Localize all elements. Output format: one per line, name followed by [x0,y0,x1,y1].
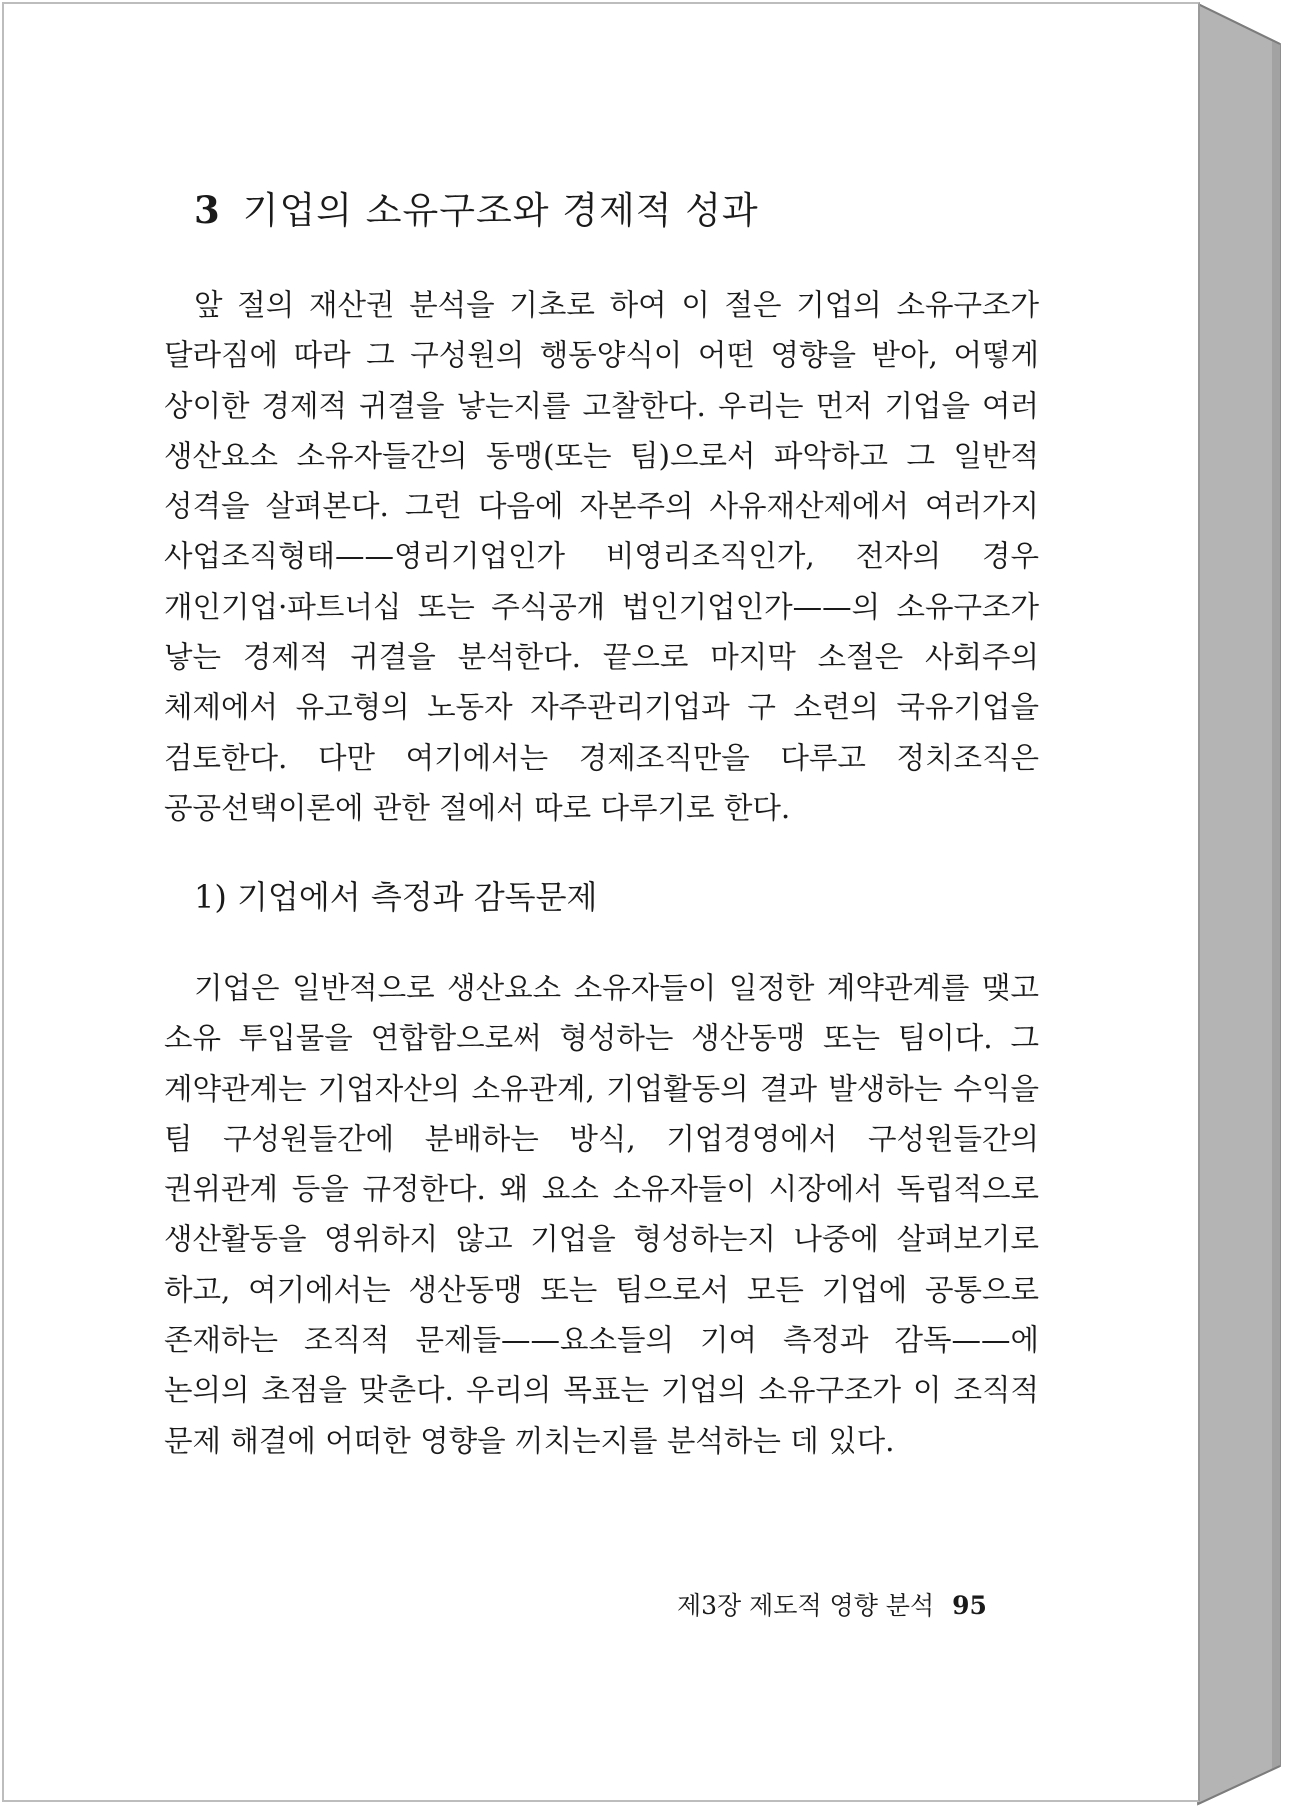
book-page [2,2,1200,1802]
page-number: 95 [952,1591,987,1620]
body-paragraph: 기업은 일반적으로 생산요소 소유자들이 일정한 계약관계를 맺고 소유 투입물을 연합함으로써 형성하는 생산동맹 또는 팀이다. 그 계약관계는 기업자산의 소유관계, 기업활동의 결과 발생하는 수익을 팀 구성원들간에 분배하는 방식, 기업경영에서 구성원들간의 권위관계 등을 규정한다. 왜 요소 소유자들이 시장에서 독립적으로 생산활동을 영위하지 않고 기업을 형성하는지 나중에 살펴보기로 하고, 여기에서는 생산동맹 또는 팀으로서 모든 기업에 공통으로 존재하는 조직적 문제들——요소들의 기여 측정과 감독——에 논의의 초점을 맞춘다. 우리의 목표는 기업의 소유구조가 이 조직적 문제 해결에 어떠한 영향을 끼치는지를 분석하는 데 있다. [164,971,1039,1458]
page-footer [677,1586,987,1622]
section-number: 3 [194,188,221,232]
section-title: 기업의 소유구조와 경제적 성과 [242,189,759,232]
subsection-heading: 1) 기업에서 측정과 감독문제 [194,878,598,916]
body-paragraph: 앞 절의 재산권 분석을 기초로 하여 이 절은 기업의 소유구조가 달라짐에 따라 그 구성원의 행동양식이 어떤 영향을 받아, 어떻게 상이한 경제적 귀결을 낳는지를 고찰한다. 우리는 먼저 기업을 여러 생산요소 소유자들간의 동맹(또는 팀)으로서 파악하고 그 일반적 성격을 살펴본다. 그런 다음에 자본주의 사유재산제에서 여러가지 사업조직형태——영리기업인가 비영리조직인가, 전자의 경우 개인기업·파트너십 또는 주식공개 법인기업인가——의 소유구조가 낳는 경제적 귀결을 분석한다. 끝으로 마지막 소절은 사회주의 체제에서 유고형의 노동자 자주관리기업과 구 소련의 국유기업을 검토한다. 다만 여기에서는 경제조직만을 다루고 정치조직은 공공선택이론에 관한 절에서 따로 다루기로 한다. [164,288,1039,825]
chapter-label: 제3장 제도적 영향 분석 [677,1591,935,1620]
section-heading [194,180,759,234]
